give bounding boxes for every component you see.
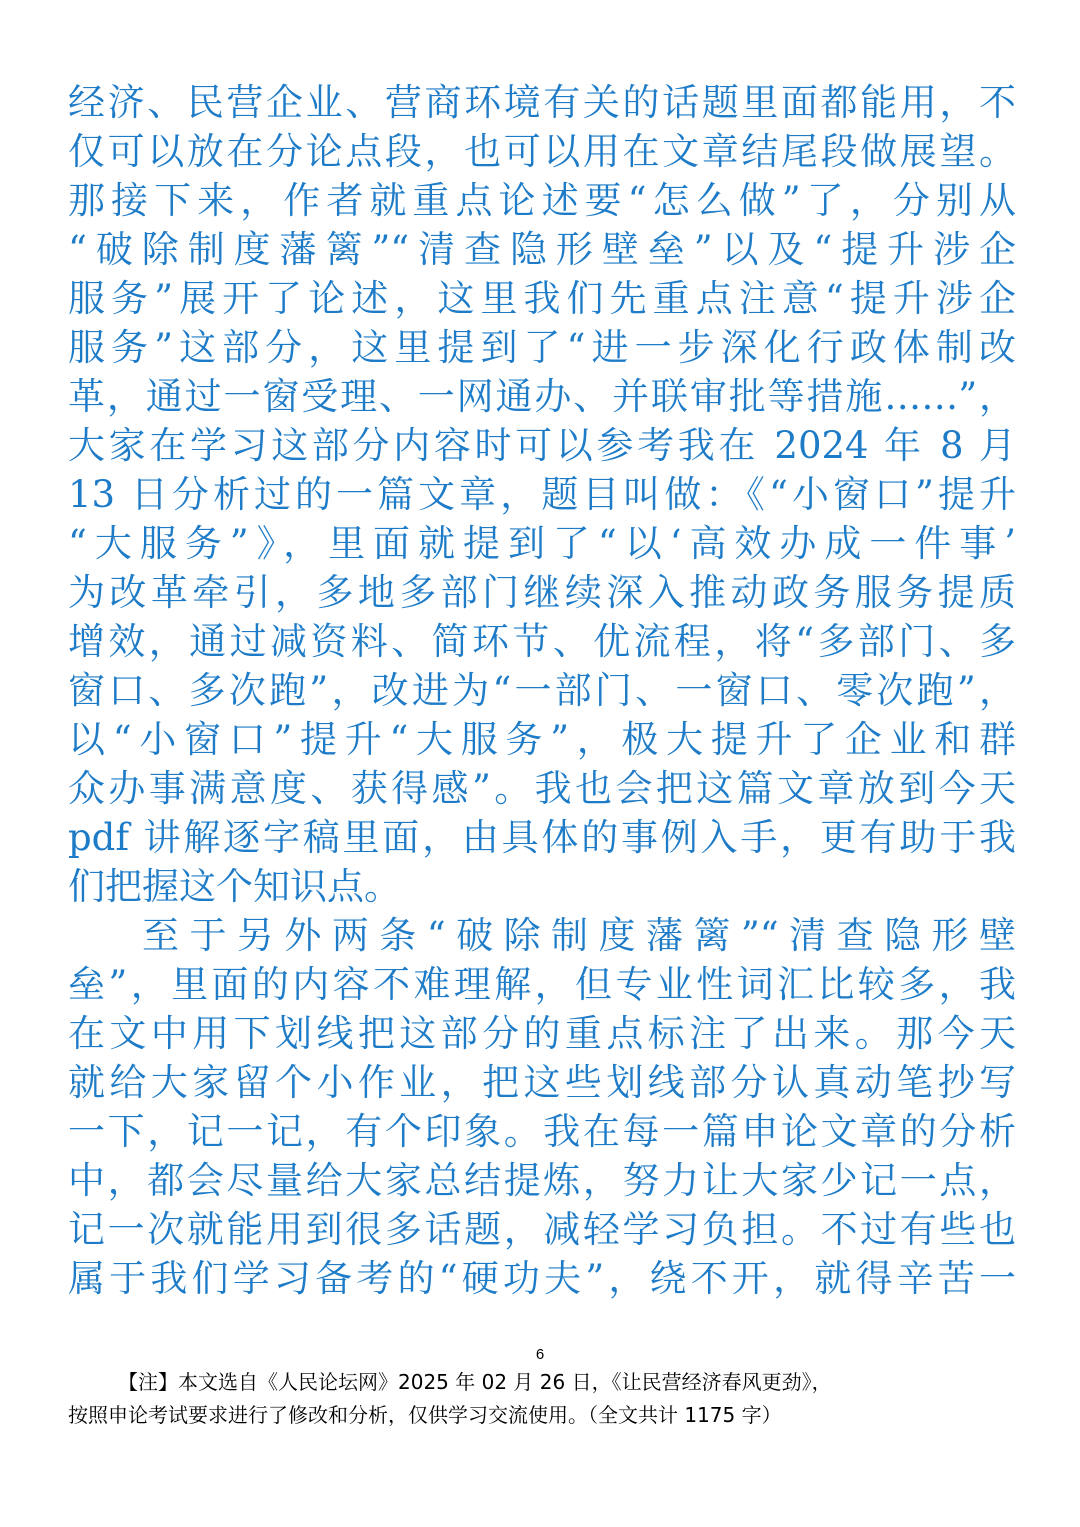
paragraph-end-line: 们把握这个知识点。 xyxy=(68,865,401,908)
text-line: 中，都会尽量给大家总结提炼，努力让大家少记一点， xyxy=(68,1159,1016,1202)
text-line: “破除制度藩篱”“清查隐形壁垒”以及“提升涉企 xyxy=(68,228,1016,271)
text-line: 以“小窗口”提升“大服务”，极大提升了企业和群 xyxy=(68,718,1016,761)
page-number: 6 xyxy=(535,1346,545,1363)
text-line: 服务”这部分，这里提到了“进一步深化行政体制改 xyxy=(68,326,1016,369)
text-line: 仅可以放在分论点段，也可以用在文章结尾段做展望。 xyxy=(68,130,1016,173)
text-line: 13 日分析过的一篇文章，题目叫做：《“小窗口”提升 xyxy=(68,473,1016,516)
text-line: 记一次就能用到很多话题，减轻学习负担。不过有些也 xyxy=(68,1208,1016,1251)
text-line: 属于我们学习备考的“硬功夫”，绕不开，就得辛苦一 xyxy=(68,1257,1016,1300)
footnote-line: 【注】本文选自《人民论坛网》2025 年 02 月 26 日，《让民营经济春风更劲》， xyxy=(118,1370,832,1394)
text-line: 就给大家留个小作业，把这些划线部分认真动笔抄写 xyxy=(68,1061,1016,1104)
text-line: “大服务”》，里面就提到了“以‘高效办成一件事’ xyxy=(68,522,1016,565)
text-line: 经济、民营企业、营商环境有关的话题里面都能用，不 xyxy=(68,81,1016,124)
text-line: 增效，通过减资料、简环节、优流程，将“多部门、多 xyxy=(68,620,1016,663)
text-line: 那接下来，作者就重点论述要“怎么做”了，分别从 xyxy=(68,179,1016,222)
text-line: 窗口、多次跑”，改进为“一部门、一窗口、零次跑”， xyxy=(68,669,1016,712)
text-line: 垒”，里面的内容不难理解，但专业性词汇比较多，我 xyxy=(68,963,1016,1006)
text-line: 大家在学习这部分内容时可以参考我在 2024 年 8 月 xyxy=(68,424,1016,467)
body-text xyxy=(68,78,1016,1303)
footnote xyxy=(68,1366,1016,1432)
text-line: 在文中用下划线把这部分的重点标注了出来。那今天 xyxy=(68,1012,1016,1055)
text-line: 革，通过一窗受理、一网通办、并联审批等措施……”， xyxy=(68,375,1016,418)
text-line: 为改革牵引，多地多部门继续深入推动政务服务提质 xyxy=(68,571,1016,614)
text-line: 服务”展开了论述，这里我们先重点注意“提升涉企 xyxy=(68,277,1016,320)
text-line: 众办事满意度、获得感”。我也会把这篇文章放到今天 xyxy=(68,767,1016,810)
footnote-line: 按照申论考试要求进行了修改和分析，仅供学习交流使用。（全文共计 1175 字） xyxy=(68,1403,782,1427)
text-line: 一下，记一记，有个印象。我在每一篇申论文章的分析 xyxy=(68,1110,1016,1153)
text-line: pdf 讲解逐字稿里面，由具体的事例入手，更有助于我 xyxy=(68,816,1016,859)
paragraph-start-line: 至于另外两条“破除制度藩篱”“清查隐形壁 xyxy=(142,914,1016,957)
